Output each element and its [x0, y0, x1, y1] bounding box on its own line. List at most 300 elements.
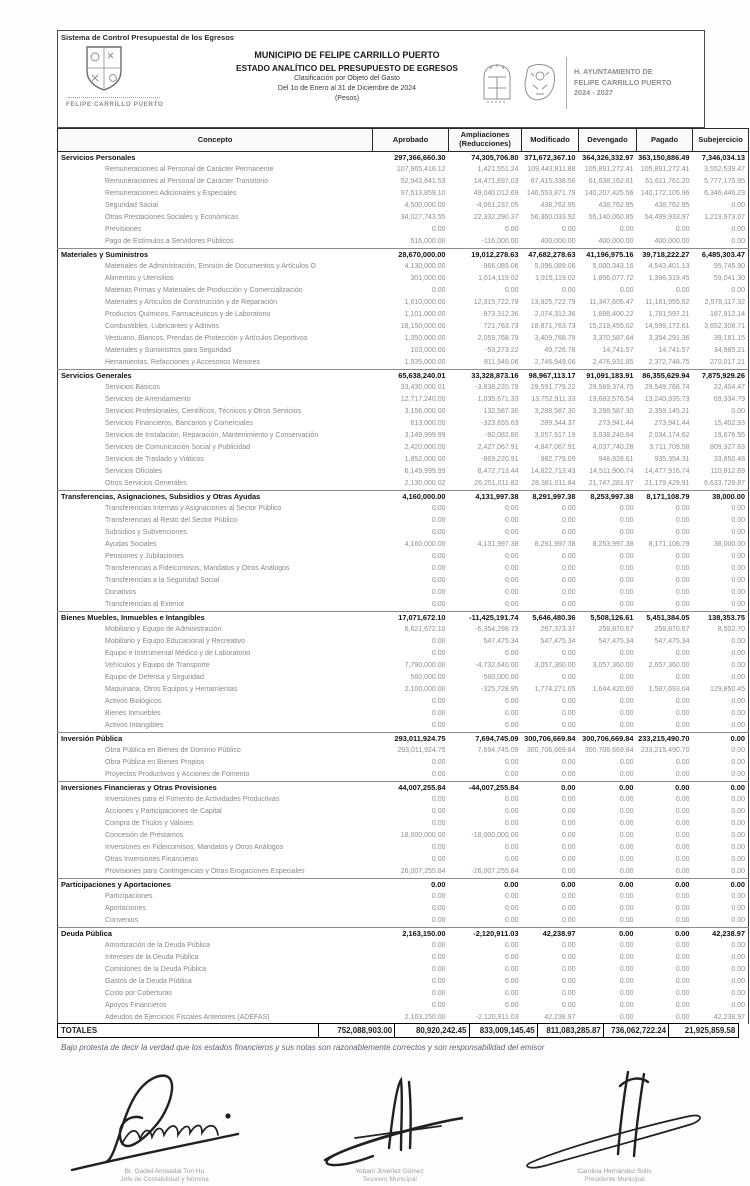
amount-cell: 0.00	[675, 966, 690, 973]
concept-cell: Ayudas Sociales	[105, 541, 157, 548]
amount-cell: 187,912.14	[709, 311, 745, 318]
detail-row	[58, 794, 749, 806]
detail-row	[58, 988, 749, 1000]
amount-cell: 8,291,997.38	[534, 541, 576, 548]
amount-cell: 0.00	[561, 832, 576, 839]
amount-cell: 0.00	[731, 710, 745, 717]
detail-row	[58, 708, 749, 720]
amount-cell: 0.00	[561, 954, 576, 961]
amount-cell: 0.00	[619, 856, 634, 863]
concept-cell: Materiales de Administración, Emisión de Documentos y Artículos O	[105, 263, 316, 270]
amount-cell: 0.00	[637, 928, 693, 941]
column-header-devengado: Devengado	[579, 129, 637, 152]
concept-cell: Materiales y Suministros para Seguridad	[105, 347, 232, 354]
amount-cell: 3,156,000.00	[404, 408, 446, 415]
concept-cell: Materiales y Suministros	[58, 249, 373, 262]
detail-row	[58, 188, 749, 200]
concept-cell: Proyectos Productivos y Acciones de Fomento	[105, 771, 250, 778]
amount-cell: 3,057,917.19	[534, 432, 576, 439]
amount-cell: 0.00	[675, 650, 690, 657]
amount-cell: 0.00	[675, 942, 690, 949]
amount-cell: 0.00	[579, 782, 637, 795]
amount-cell: 1,610,000.00	[404, 299, 446, 306]
detail-row	[58, 952, 749, 964]
amount-cell: 52,943,641.53	[400, 178, 446, 185]
amount-cell: 0.00	[675, 722, 690, 729]
amount-cell: 0.00	[561, 990, 576, 997]
amount-cell: 4,500,000.00	[404, 202, 446, 209]
concept-cell: Mobiliario y Equipo de Administración	[105, 626, 222, 633]
amount-cell: 0.00	[619, 577, 634, 584]
detail-row	[58, 660, 749, 672]
municipal-logo-block	[66, 43, 216, 114]
amount-cell: 966,089.06	[483, 263, 519, 270]
concept-cell: Otras Inversiones Financieras	[105, 856, 198, 863]
amount-cell: 69,334.79	[713, 396, 745, 403]
concept-cell: Adeudos de Ejercicios Fiscales Anteriores (ADEFAS)	[105, 1014, 270, 1021]
amount-cell: 0.00	[619, 990, 634, 997]
attestation-note: Bajo protesta de decir la verdad que los estados financieros y sus notas son razonablemente correctos y son responsabilidad del emisor	[61, 1043, 545, 1052]
amount-cell: 0.00	[693, 782, 749, 795]
ayuntamiento-line2: FELIPE CARRILLO PUERTO	[574, 77, 672, 87]
amount-cell: 3,288,587.30	[534, 408, 576, 415]
amount-cell: 1,781,597.21	[648, 311, 690, 318]
amount-cell: 300,706,669.84	[522, 733, 579, 746]
detail-row	[58, 321, 749, 333]
amount-cell: 0.00	[731, 771, 745, 778]
amount-cell: 18,871,763.73	[530, 323, 576, 330]
column-header-ampliaciones: Ampliaciones (Reducciones)	[449, 129, 522, 152]
amount-cell: 42,238.97	[693, 928, 749, 941]
amount-cell: 297,366,660.30	[373, 152, 449, 165]
amount-cell: 4,847,067.91	[534, 444, 576, 451]
amount-cell: 65,638,240.01	[373, 370, 449, 383]
amount-cell: 258,870.67	[654, 626, 690, 633]
amount-cell: 0.00	[731, 832, 745, 839]
concept-cell: Transferencias, Asignaciones, Subsidios y Otras Ayudas	[58, 491, 373, 504]
amount-cell: 1,396,319.45	[648, 275, 690, 282]
amount-cell: 5,000,343.16	[592, 263, 634, 270]
amount-cell: 0.00	[675, 917, 690, 924]
amount-cell: -325,728.95	[481, 686, 519, 693]
amount-cell: 8,171,108.79	[637, 491, 693, 504]
amount-cell: 516,000.00	[410, 238, 446, 245]
amount-cell: 26,007,255.84	[400, 868, 446, 875]
amount-cell: 3,354,291.36	[648, 335, 690, 342]
amount-cell: 4,037,740.28	[592, 444, 634, 451]
amount-cell: 0.00	[561, 226, 576, 233]
ayuntamiento-emblem-icon	[478, 61, 516, 105]
amount-cell: 0.00	[561, 820, 576, 827]
amount-cell: 42,238.97	[544, 1014, 576, 1021]
totals-label: TOTALES	[57, 1023, 320, 1038]
amount-cell: 0.00	[731, 662, 745, 669]
amount-cell: 0.00	[431, 954, 446, 961]
amount-cell: 22,332,290.37	[473, 214, 519, 221]
concept-cell: Intereses de la Deuda Pública	[105, 954, 199, 961]
amount-cell: 39,718,222.27	[637, 249, 693, 262]
amount-cell: 0.00	[431, 917, 446, 924]
amount-cell: 0.00	[675, 226, 690, 233]
amount-cell: 4,543,401.13	[648, 263, 690, 270]
amount-cell: 146,553,871.79	[526, 190, 576, 197]
amount-cell: 42,238.97	[522, 928, 579, 941]
amount-cell: 0.00	[504, 856, 519, 863]
amount-cell: 0.00	[675, 844, 690, 851]
amount-cell: 273,941.44	[654, 420, 690, 427]
amount-cell: -560,000.00	[481, 674, 519, 681]
amount-cell: 6,485,303.47	[693, 249, 749, 262]
concept-cell: Vehículos y Equipo de Transporte	[105, 662, 210, 669]
amount-cell: 0.00	[504, 990, 519, 997]
detail-row	[58, 454, 749, 466]
amount-cell: 0.00	[504, 978, 519, 985]
amount-cell: 0.00	[619, 966, 634, 973]
amount-cell: 4,160,000.00	[373, 491, 449, 504]
detail-row	[58, 224, 749, 236]
concept-cell: Servicios Financieros, Bancarios y Comerciales	[105, 420, 253, 427]
amount-cell: 8,502.70	[717, 626, 745, 633]
detail-row	[58, 964, 749, 976]
amount-cell: 0.00	[504, 589, 519, 596]
amount-cell: -869,220.91	[481, 456, 519, 463]
amount-cell: 49,040,012.69	[473, 190, 519, 197]
amount-cell: 0.00	[619, 905, 634, 912]
amount-cell: 0.00	[675, 674, 690, 681]
amount-cell: 0.00	[675, 710, 690, 717]
detail-row	[58, 357, 749, 370]
section-row	[58, 928, 749, 941]
amount-cell: 371,672,367.10	[522, 152, 579, 165]
amount-cell: 0.00	[619, 505, 634, 512]
amount-cell: -4,732,640.00	[475, 662, 519, 669]
logo-caption-rule	[68, 97, 160, 100]
amount-cell: 2,372,748.75	[648, 359, 690, 366]
detail-row	[58, 915, 749, 928]
report-header	[57, 30, 705, 128]
amount-cell: 0.00	[731, 722, 745, 729]
detail-row	[58, 575, 749, 587]
amount-cell: 12,717,240.00	[400, 396, 446, 403]
amount-cell: 15,402.93	[713, 420, 745, 427]
mosaic-emblem-icon	[521, 61, 559, 105]
detail-row	[58, 200, 749, 212]
detail-row	[58, 720, 749, 733]
amount-cell: 0.00	[561, 553, 576, 560]
amount-cell: 1,614,119.02	[478, 275, 519, 282]
amount-cell: 38,000.00	[693, 491, 749, 504]
detail-row	[58, 842, 749, 854]
amount-cell: 1,587,693.04	[648, 686, 690, 693]
concept-cell: Participaciones y Aportaciones	[58, 879, 373, 892]
amount-cell: 273,941.44	[598, 420, 634, 427]
amount-cell: 2,359,145.21	[648, 408, 690, 415]
totals-modificado: 833,009,145.45	[469, 1023, 539, 1038]
amount-cell: 0.00	[619, 808, 634, 815]
amount-cell: 1,886,400.22	[592, 311, 634, 318]
amount-cell: 2,427,067.91	[477, 444, 519, 451]
amount-cell: 0.00	[431, 565, 446, 572]
amount-cell: 0.00	[731, 990, 745, 997]
signature-presidente	[507, 1064, 722, 1185]
amount-cell: 721,763.73	[483, 323, 519, 330]
amount-cell: 400,000.00	[540, 238, 576, 245]
amount-cell: 0.00	[504, 796, 519, 803]
concept-cell: Otros Servicios Generales	[105, 480, 187, 487]
concept-cell: Inversión Pública	[58, 733, 373, 746]
amount-cell: 0.00	[675, 978, 690, 985]
amount-cell: 0.00	[504, 905, 519, 912]
amount-cell: 0.00	[731, 893, 745, 900]
concept-cell: Transferencias al Resto del Sector Público	[105, 517, 238, 524]
amount-cell: -4,061,237.05	[475, 202, 519, 209]
amount-cell: 1,219,973.07	[704, 214, 745, 221]
amount-cell: 0.00	[731, 529, 745, 536]
amount-cell: 0.00	[675, 808, 690, 815]
amount-cell: 0.00	[731, 759, 745, 766]
amount-cell: 132,587.30	[483, 408, 519, 415]
concept-cell: Otras Prestaciones Sociales y Económicas	[105, 214, 239, 221]
amount-cell: 613,000.00	[410, 420, 446, 427]
signature-tesorero-icon	[285, 1064, 495, 1182]
section-row	[58, 782, 749, 795]
amount-cell: 0.00	[431, 226, 446, 233]
detail-row	[58, 854, 749, 866]
amount-cell: 0.00	[675, 577, 690, 584]
detail-row	[58, 466, 749, 478]
amount-cell: 3,038,240.64	[592, 432, 634, 439]
amount-cell: 0.00	[675, 505, 690, 512]
amount-cell: 0.00	[504, 1002, 519, 1009]
amount-cell: 0.00	[561, 868, 576, 875]
amount-cell: 0.00	[675, 832, 690, 839]
amount-cell: 11,181,955.62	[645, 299, 690, 306]
amount-cell: 0.00	[561, 287, 576, 294]
amount-cell: -323,655.63	[481, 420, 519, 427]
amount-cell: 0.00	[731, 820, 745, 827]
amount-cell: -6,354,298.73	[475, 626, 519, 633]
detail-row	[58, 478, 749, 491]
amount-cell: 0.00	[431, 905, 446, 912]
amount-cell: 0.00	[731, 808, 745, 815]
detail-row	[58, 539, 749, 551]
detail-row	[58, 297, 749, 309]
amount-cell: 0.00	[619, 698, 634, 705]
amount-cell: 6,633,729.87	[704, 480, 745, 487]
units-label: (Pesos)	[334, 95, 360, 103]
amount-cell: 0.00	[561, 893, 576, 900]
amount-cell: 0.00	[504, 722, 519, 729]
amount-cell: 0.00	[731, 553, 745, 560]
detail-row	[58, 599, 749, 612]
amount-cell: 19,012,278.63	[449, 249, 522, 262]
detail-row	[58, 236, 749, 249]
signature-tesorero	[282, 1064, 497, 1185]
amount-cell: 0.00	[561, 978, 576, 985]
amount-cell: 0.00	[731, 978, 745, 985]
amount-cell: 0.00	[561, 650, 576, 657]
amount-cell: 0.00	[731, 650, 745, 657]
amount-cell: 110,812.69	[710, 468, 745, 475]
amount-cell: 0.00	[619, 529, 634, 536]
detail-row	[58, 769, 749, 782]
amount-cell: 14,741.57	[602, 347, 634, 354]
amount-cell: 59,041.30	[713, 275, 745, 282]
concept-cell: Servicios Generales	[58, 370, 373, 383]
amount-cell: 19,676.55	[713, 432, 745, 439]
amount-cell: 0.00	[504, 517, 519, 524]
amount-cell: 0.00	[431, 601, 446, 608]
amount-cell: -26,007,255.84	[471, 868, 519, 875]
amount-cell: 0.00	[675, 759, 690, 766]
amount-cell: 0.00	[731, 565, 745, 572]
amount-cell: 0.00	[431, 505, 446, 512]
amount-cell: 1,852,000.00	[404, 456, 446, 463]
signature-block	[57, 1052, 748, 1185]
concept-cell: Subsidios y Subvenciones	[105, 529, 187, 536]
amount-cell: 0.00	[731, 796, 745, 803]
amount-cell: 0.00	[731, 287, 745, 294]
amount-cell: 42,238.97	[713, 1014, 745, 1021]
concept-cell: Inversiones para el Fomento de Actividades Productivas	[105, 796, 280, 803]
concept-cell: Gastos de la Deuda Pública	[105, 978, 192, 985]
amount-cell: 0.00	[619, 832, 634, 839]
amount-cell: 0.00	[504, 529, 519, 536]
concept-cell: Deuda Pública	[58, 928, 373, 941]
amount-cell: 0.00	[504, 650, 519, 657]
amount-cell: 61,611,761.20	[645, 178, 690, 185]
amount-cell: 0.00	[561, 698, 576, 705]
concept-cell: Herramientas, Refacciones y Accesorios Menores	[105, 359, 260, 366]
amount-cell: 3,711,709.58	[649, 444, 690, 451]
amount-cell: 0.00	[619, 287, 634, 294]
concept-cell: Bienes Muebles, Inmuebles e Intangibles	[58, 612, 373, 625]
amount-cell: 0.00	[731, 917, 745, 924]
concept-cell: Costo por Coberturas	[105, 990, 172, 997]
amount-cell: 17,071,672.10	[373, 612, 449, 625]
amount-cell: 8,171,108.79	[648, 541, 690, 548]
amount-cell: 0.00	[619, 1002, 634, 1009]
amount-cell: 0.00	[431, 698, 446, 705]
amount-cell: 0.00	[504, 808, 519, 815]
amount-cell: 547,475.34	[598, 638, 634, 645]
amount-cell: 1,856,077.72	[592, 275, 634, 282]
amount-cell: 2,059,768.79	[477, 335, 519, 342]
concept-cell: Comisiones de la Deuda Pública	[105, 966, 207, 973]
amount-cell: 14,471,697.03	[473, 178, 519, 185]
amount-cell: 13,240,335.73	[644, 396, 690, 403]
amount-cell: 4,130,000.00	[404, 263, 446, 270]
signer-name: Yobani Jiménez Gómez	[355, 1168, 424, 1175]
amount-cell: 293,011,924.75	[397, 747, 446, 754]
municipal-shield-icon	[84, 45, 124, 91]
amount-cell: 0.00	[431, 820, 446, 827]
amount-cell: 91,091,183.91	[579, 370, 637, 383]
amount-cell: 400,000.00	[598, 238, 634, 245]
amount-cell: 0.00	[561, 942, 576, 949]
amount-cell: 0.00	[561, 517, 576, 524]
amount-cell: 0.00	[731, 942, 745, 949]
amount-cell: 0.00	[561, 759, 576, 766]
amount-cell: 3,552,539.47	[704, 166, 745, 173]
amount-cell: -44,007,255.84	[449, 782, 522, 795]
detail-row	[58, 696, 749, 708]
amount-cell: 1,101,000.00	[404, 311, 446, 318]
amount-cell: 301,000.00	[410, 275, 446, 282]
concept-cell: Servicios de Traslado y Viáticos	[105, 456, 204, 463]
amount-cell: 56,360,033.92	[530, 214, 576, 221]
detail-row	[58, 515, 749, 527]
ayuntamiento-line1: H. AYUNTAMIENTO DE	[574, 66, 653, 76]
amount-cell: 0.00	[675, 589, 690, 596]
detail-row	[58, 757, 749, 769]
signer-name: Br. Gadiel Amisadai Tun Hu	[124, 1168, 205, 1175]
amount-cell: 363,150,886.49	[637, 152, 693, 165]
amount-cell: 0.00	[504, 287, 519, 294]
concept-cell: Concesión de Préstamos	[105, 832, 184, 839]
amount-cell: 0.00	[579, 928, 637, 941]
amount-cell: 7,790,000.00	[404, 662, 446, 669]
concept-cell: Maquinaria, Otros Equipos y Herramientas	[105, 686, 238, 693]
amount-cell: 0.00	[675, 856, 690, 863]
amount-cell: 47,682,278.63	[522, 249, 579, 262]
amount-cell: 14,622,713.43	[530, 468, 576, 475]
amount-cell: 14,511,900.74	[589, 468, 634, 475]
budget-table	[57, 128, 749, 1024]
amount-cell: 11,347,605.47	[589, 299, 634, 306]
amount-cell: 0.00	[431, 966, 446, 973]
amount-cell: 0.00	[431, 529, 446, 536]
detail-row	[58, 891, 749, 903]
concept-cell: Equipo de Defensa y Seguridad	[105, 674, 204, 681]
amount-cell: 0.00	[561, 565, 576, 572]
amount-cell: 4,160,000.00	[404, 541, 446, 548]
amount-cell: 138,353.75	[693, 612, 749, 625]
amount-cell: 0.00	[619, 844, 634, 851]
amount-cell: 0.00	[731, 202, 745, 209]
amount-cell: 0.00	[431, 856, 446, 863]
concept-cell: Transferencias al Exterior	[105, 601, 185, 608]
signature-presidente-icon	[510, 1064, 720, 1182]
section-row	[58, 370, 749, 383]
amount-cell: 0.00	[731, 226, 745, 233]
amount-cell: 0.00	[619, 820, 634, 827]
amount-cell: 0.00	[449, 879, 522, 892]
detail-row	[58, 976, 749, 988]
concept-cell: Mobiliario y Equipo Educacional y Recreativo	[105, 638, 246, 645]
amount-cell: 0.00	[675, 771, 690, 778]
amount-cell: 0.00	[619, 954, 634, 961]
concept-cell: Obra Pública en Bienes Propios	[105, 759, 205, 766]
amount-cell: 0.00	[675, 1014, 690, 1021]
amount-cell: 0.00	[619, 601, 634, 608]
amount-cell: 4,131,997.38	[477, 541, 519, 548]
amount-cell: 5,777,175.95	[704, 178, 745, 185]
amount-cell: 0.00	[675, 553, 690, 560]
amount-cell: 0.00	[561, 529, 576, 536]
amount-cell: 86,355,629.94	[637, 370, 693, 383]
amount-cell: 0.00	[731, 844, 745, 851]
amount-cell: 0.00	[619, 517, 634, 524]
amount-cell: 8,253,997.38	[579, 491, 637, 504]
amount-cell: 7,694,745.09	[477, 747, 519, 754]
amount-cell: -3,838,220.79	[475, 384, 519, 391]
concept-cell: Aportaciones	[105, 905, 146, 912]
detail-row	[58, 684, 749, 696]
amount-cell: 2,130,000.02	[404, 480, 446, 487]
amount-cell: 0.00	[504, 954, 519, 961]
report-title: ESTADO ANALÍTICO DEL PRESUPUESTO DE EGRESOS	[236, 63, 458, 74]
